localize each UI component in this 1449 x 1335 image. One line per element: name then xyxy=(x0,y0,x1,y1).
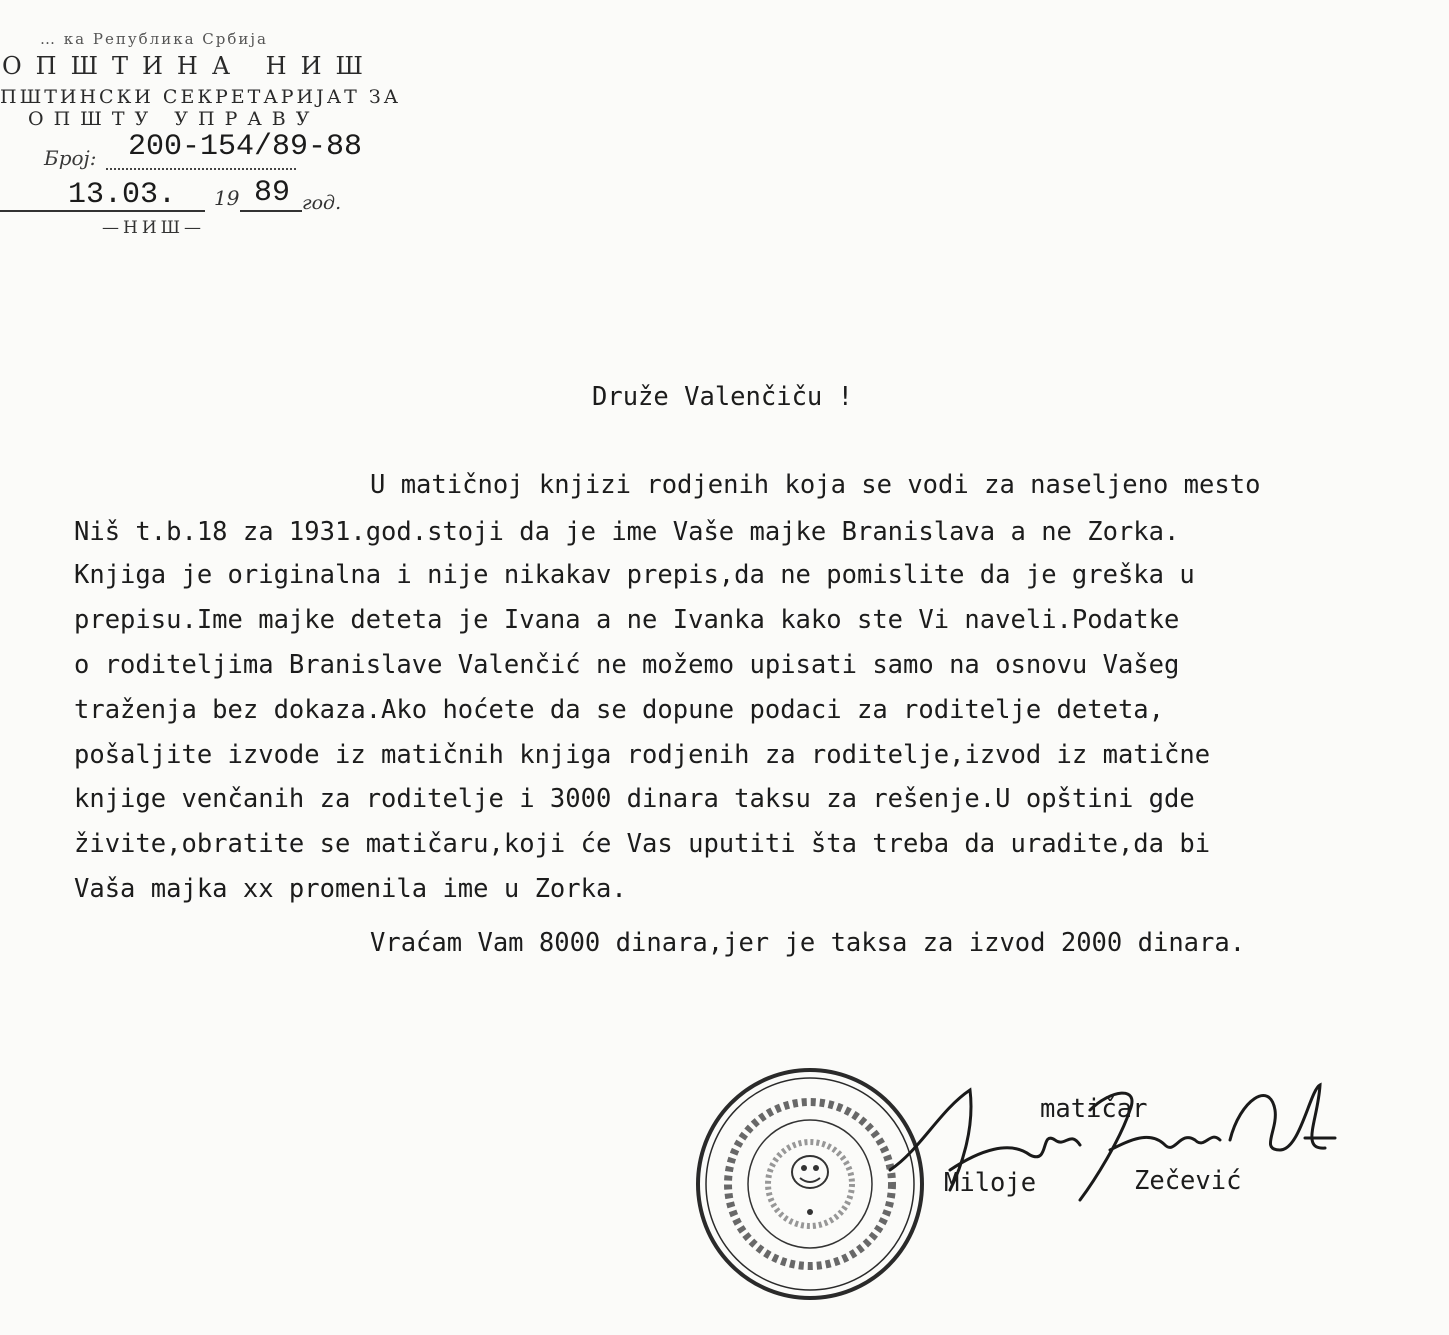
date-day-month: 13.03. xyxy=(68,178,177,212)
header-municipality-line: ОПШТИНА НИШ xyxy=(2,52,377,80)
body-line: Niš t.b.18 za 1931.god.stoji da je ime Vaše majke Branislava a ne Zorka. xyxy=(74,517,1180,547)
body-line: pošaljite izvode iz matičnih knjiga rodjenih za roditelje,izvod iz matične xyxy=(74,740,1211,770)
date-century: 19 xyxy=(214,186,240,210)
signatory-last-name: Zečević xyxy=(1134,1166,1242,1196)
reference-number: 200-154/89-88 xyxy=(128,130,363,164)
body-line: traženja bez dokaza.Ako hoćete da se dopune podaci za roditelje deteta, xyxy=(74,695,1165,725)
date-year: 89 xyxy=(254,176,291,210)
year-underline xyxy=(240,210,302,212)
body-line: o roditeljima Branislave Valenčić ne možemo upisati samo na osnovu Vašeg xyxy=(74,650,1180,680)
header-republic-line: … ка Република Србија xyxy=(40,30,268,48)
body-line: živite,obratite se matičaru,koji će Vas uputiti šta treba da uradite,da bi xyxy=(74,829,1211,859)
body-line: Knjiga je originalna i nije nikakav prepis,da ne pomislite da je greška u xyxy=(74,560,1195,590)
header-administration-line: ОПШТУ УПРАВУ xyxy=(28,108,320,130)
body-line: prepisu.Ime majke deteta je Ivana a ne Ivanka kako ste Vi naveli.Podatke xyxy=(74,605,1180,635)
salutation: Druže Valenčiču ! xyxy=(592,382,853,412)
signatory-title: matičar xyxy=(1040,1094,1148,1124)
header-city: —НИШ— xyxy=(102,218,206,238)
reference-number-label: Број: xyxy=(44,146,97,170)
body-line: knjige venčanih za roditelje i 3000 dinara taksu za rešenje.U opštini gde xyxy=(74,784,1195,814)
body-line: Vaša majka xx promenila ime u Zorka. xyxy=(74,874,627,904)
header-secretariat-line: ПШТИНСКИ СЕКРЕТАРИЈАТ ЗА xyxy=(0,86,402,108)
closing-line: Vraćam Vam 8000 dinara,jer je taksa za izvod 2000 dinara. xyxy=(370,928,1246,958)
body-line: U matičnoj knjizi rodjenih koja se vodi za naseljeno mesto xyxy=(370,470,1261,500)
year-suffix-label: год. xyxy=(302,192,342,214)
date-underline xyxy=(0,210,205,212)
reference-underline xyxy=(106,168,296,170)
signatory-first-name: Miloje xyxy=(944,1168,1037,1198)
